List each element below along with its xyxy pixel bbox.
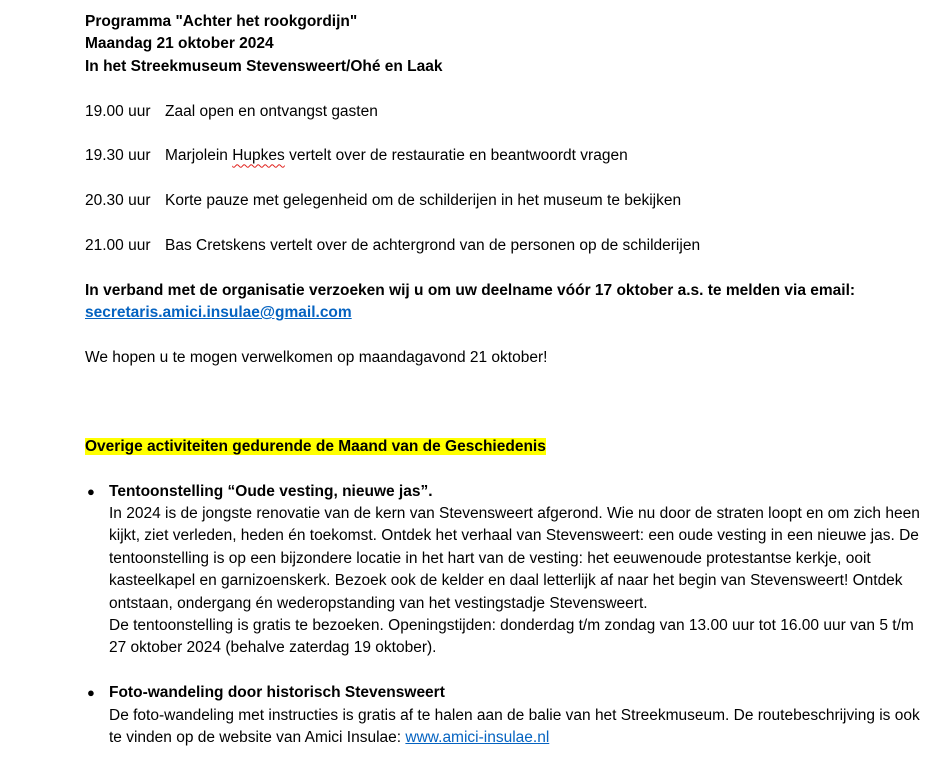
schedule-item	[85, 101, 925, 123]
activity-opening-hours: De tentoonstelling is gratis te bezoeken. Openingstijden: donderdag t/m zondag van 13.00 uur tot 16.00 uur van 5 t/m 27 oktober 2024 (behalve zaterdag 19 oktober).	[109, 617, 914, 657]
spacer	[85, 369, 925, 435]
spacer	[85, 458, 925, 480]
spacer	[85, 325, 925, 347]
program-title: Programma "Achter het rookgordijn"	[85, 13, 358, 30]
other-activities-heading	[85, 436, 925, 458]
schedule-text: Zaal open en ontvangst gasten	[165, 102, 378, 120]
spacer	[85, 257, 925, 279]
registration-notice	[85, 280, 925, 325]
spellcheck-flagged-word[interactable]: Hupkes	[232, 147, 285, 165]
activity-description	[109, 705, 925, 750]
highlighted-heading: Overige activiteiten gedurende de Maand van de Geschiedenis	[85, 437, 546, 455]
bullet-icon: ●	[87, 483, 95, 499]
spacer	[85, 660, 925, 682]
schedule-text: Korte pauze met gelegenheid om de schilderijen in het museum te bekijken	[165, 192, 682, 210]
activity-title: Tentoonstelling “Oude vesting, nieuwe jas”.	[109, 482, 433, 500]
activity-description-text: De foto-wandeling met instructies is gratis af te halen aan de balie van het Streekmuseum. De routebeschrijving is ook te vinden op de website van Amici Insulae:	[109, 706, 920, 747]
spacer	[85, 123, 925, 145]
schedule-time: 21.00 uur	[85, 237, 151, 254]
document-page	[85, 11, 925, 749]
spacer	[85, 168, 925, 190]
schedule-item	[85, 190, 925, 212]
schedule-time: 19.30 uur	[85, 147, 151, 165]
schedule-text-rest: vertelt over de restauratie en beantwoordt vragen	[284, 147, 628, 165]
schedule-time: 19.00 uur	[85, 102, 151, 120]
welcome-text: We hopen u te mogen verwelkomen op maandagavond 21 oktober!	[85, 349, 548, 366]
schedule-item	[85, 235, 925, 257]
email-link[interactable]: secretaris.amici.insulae@gmail.com	[85, 304, 352, 322]
schedule-time: 20.30 uur	[85, 192, 151, 210]
activity-item	[85, 481, 925, 660]
website-link[interactable]: www.amici-insulae.nl	[405, 729, 550, 747]
schedule-text: Marjolein	[165, 147, 233, 165]
program-date: Maandag 21 oktober 2024	[85, 35, 274, 53]
spacer	[85, 78, 925, 100]
program-location: In het Streekmuseum Stevensweert/Ohé en Laak	[85, 57, 443, 75]
registration-text: In verband met de organisatie verzoeken wij u om uw deelname vóór 17 oktober a.s. te melden via email:	[85, 281, 856, 299]
activities-list	[85, 481, 925, 750]
activity-description: In 2024 is de jongste renovatie van de kern van Stevensweert afgerond. Wie nu door de straten loopt en om zich heen kijkt, ziet verleden, heden én toekomst. Ontdek het verhaal van Stevensweert: een oude vesting in een nieuwe jas. De tentoonstelling is op een bijzondere locatie in het hart van de vesting: het eeuwenoude protestantse kerkje, ooit kasteelkapel en garnizoenskerk. Bezoek ook de kelder en daal letterlijk af naar het begin van Stevensweert! Ontdek ontstaan, ondergang én wederopstanding van het vestingstadje Stevensweert.	[109, 505, 920, 612]
schedule-item	[85, 145, 925, 167]
spacer	[85, 213, 925, 235]
activity-title: Foto-wandeling door historisch Stevensweert	[109, 684, 445, 702]
activity-item	[85, 682, 925, 749]
bullet-icon: ●	[87, 685, 95, 701]
schedule-text: Bas Cretskens vertelt over de achtergrond van de personen op de schilderijen	[165, 237, 701, 254]
